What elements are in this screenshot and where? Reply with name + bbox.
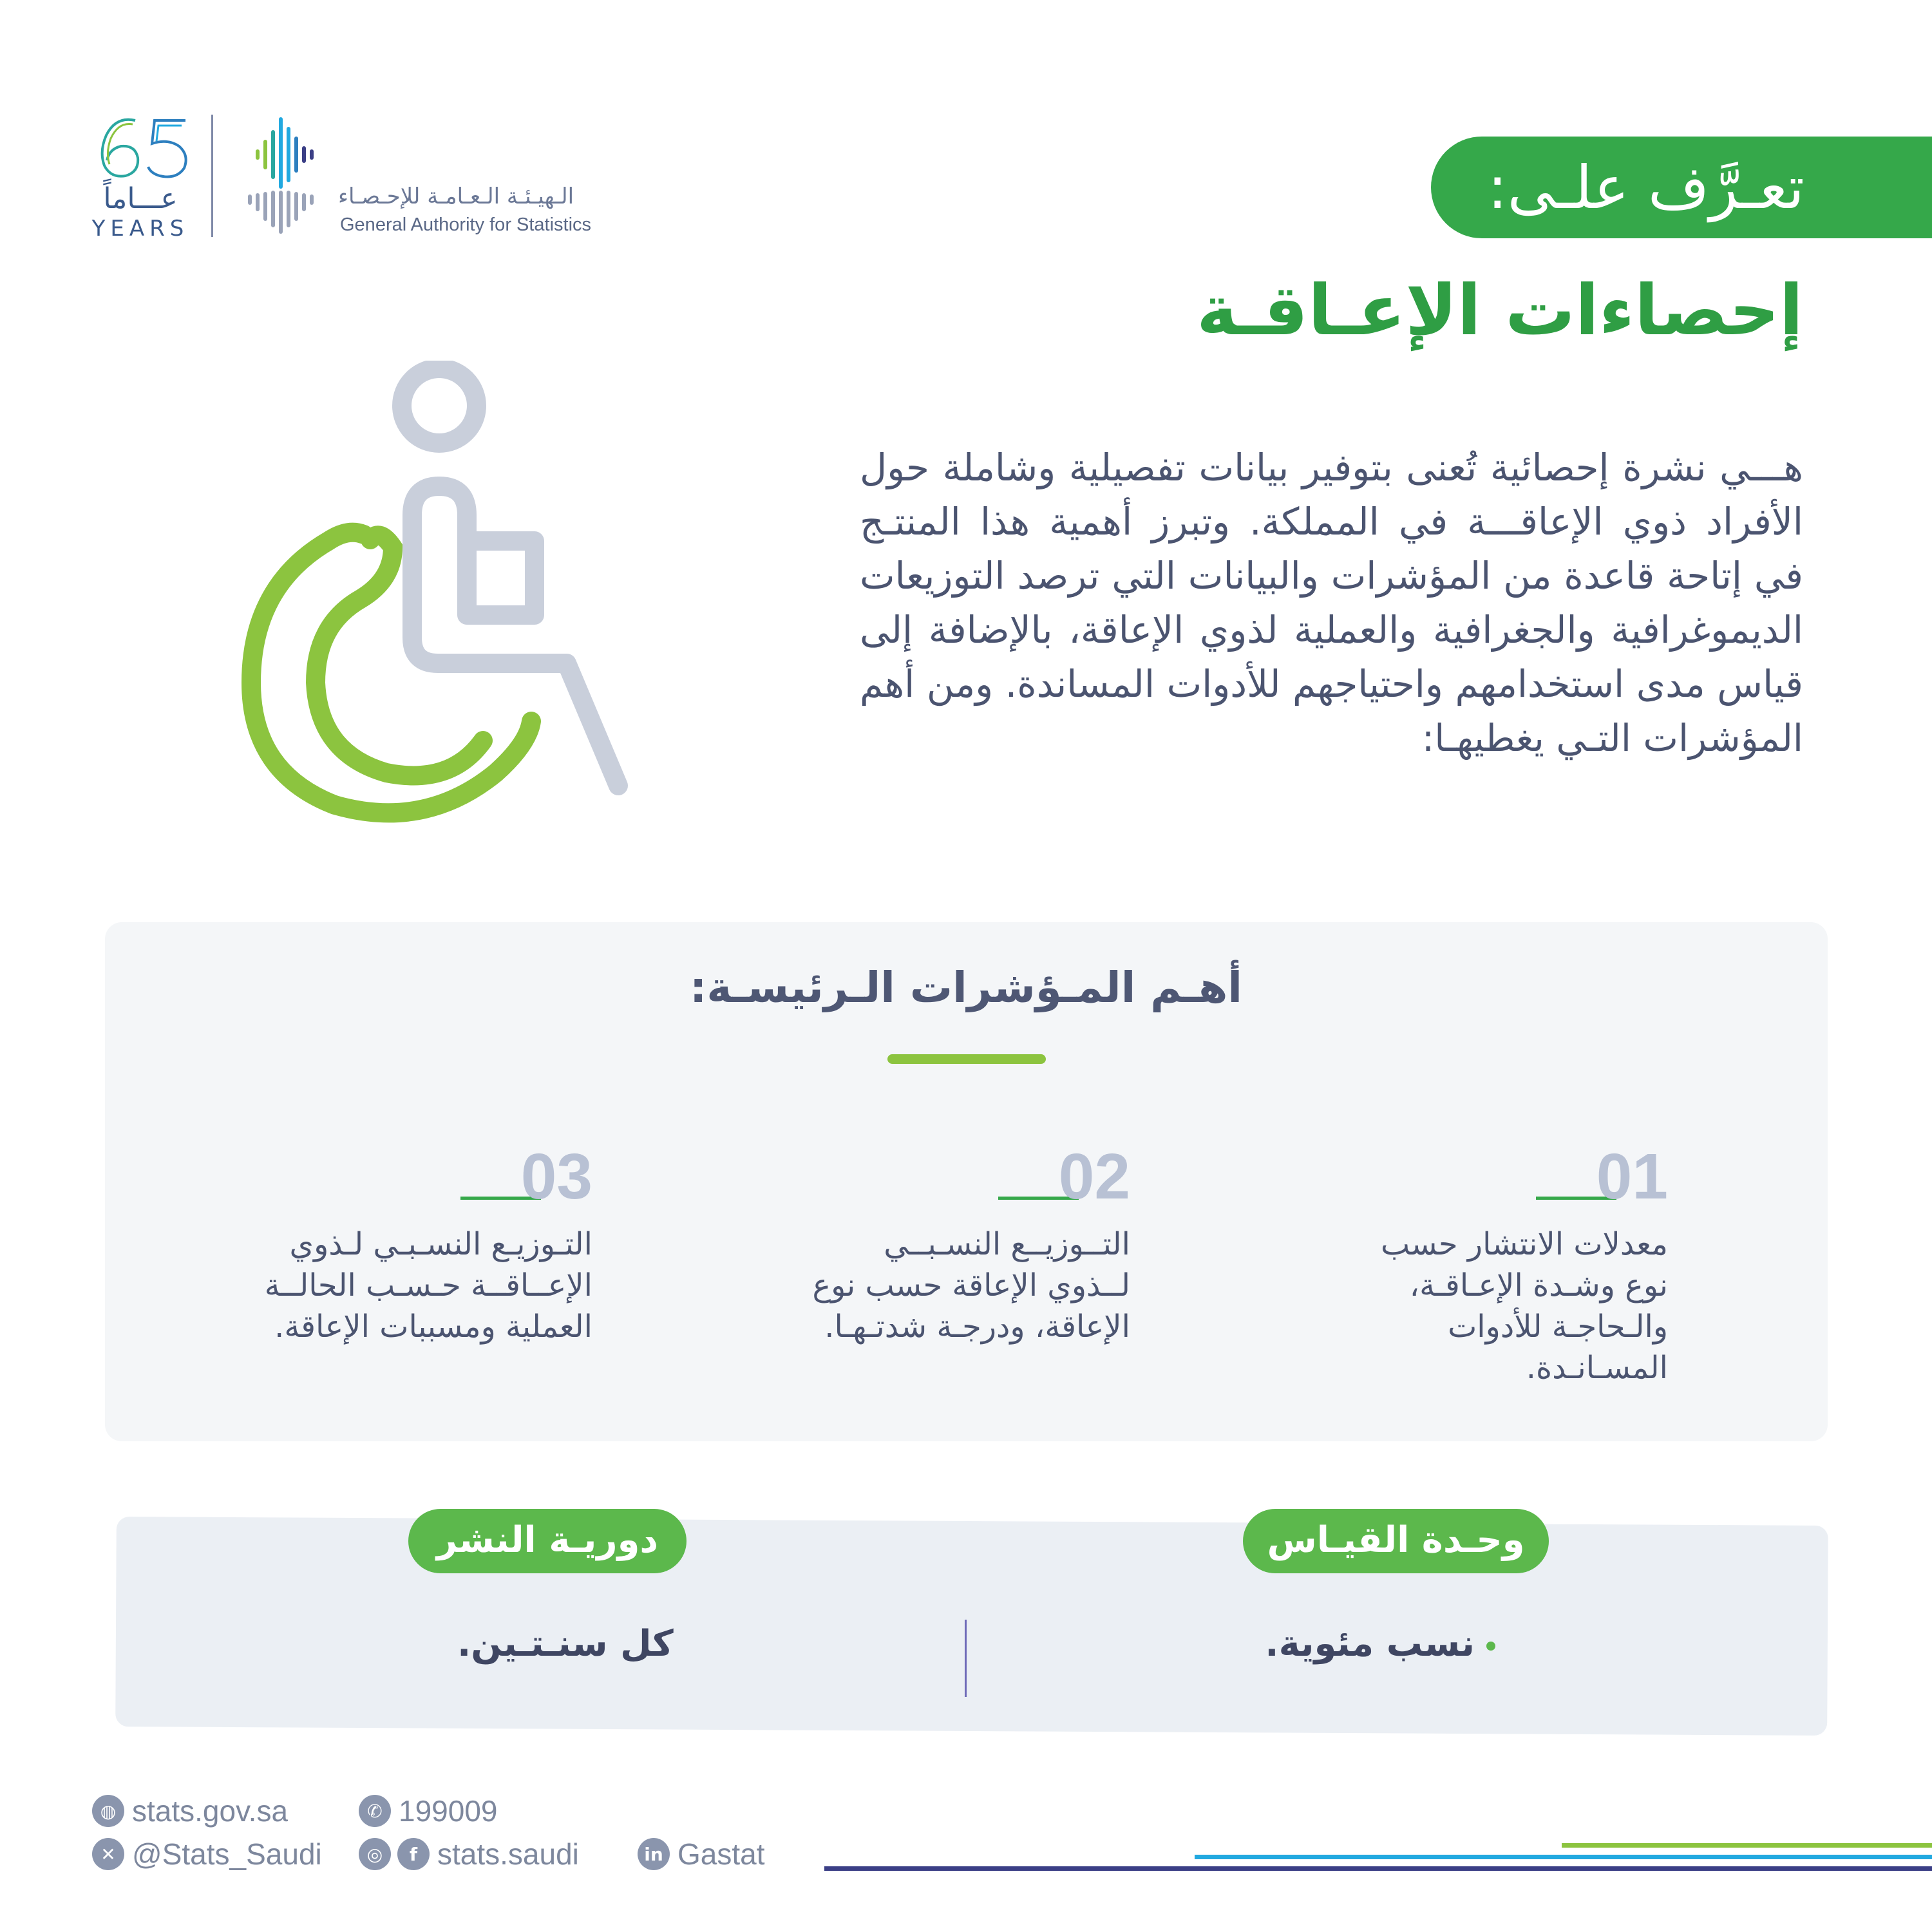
65-digits-icon	[90, 113, 193, 184]
intro-tag-pill	[1431, 137, 1932, 238]
footer-phone[interactable]	[359, 1794, 498, 1828]
info-band-divider	[965, 1620, 967, 1697]
footer-linkedin-label: Gastat	[677, 1837, 765, 1871]
phone-icon: ✆	[359, 1795, 391, 1827]
footer-website[interactable]	[92, 1794, 288, 1828]
indicator-item-01	[1333, 1140, 1668, 1386]
footer-twitter[interactable]	[92, 1837, 322, 1871]
indicators-heading-underline	[887, 1054, 1046, 1064]
unit-bullet	[1486, 1642, 1495, 1651]
indicator-number: 01	[1596, 1141, 1668, 1213]
anniversary-arabic-label: عـــاماً	[103, 182, 178, 215]
unit-label-pill: وحـدة القيـاس	[1243, 1509, 1549, 1573]
unit-value: نسب مئوية.	[1265, 1623, 1475, 1665]
footer-stripe-navy	[824, 1866, 1932, 1871]
instagram-icon: ◎	[359, 1838, 391, 1870]
frequency-value: كل سنـتـين.	[457, 1623, 674, 1665]
footer-stripe-green	[1562, 1843, 1932, 1848]
indicator-text: التـوزيـع النسـبـي لـذوي الإعــاقــة حـسـب الحالــة العملية ومسببات الإعاقة.	[264, 1226, 592, 1345]
footer-website-label: stats.gov.sa	[132, 1794, 289, 1828]
x-icon: ✕	[92, 1838, 124, 1870]
indicator-item-02	[795, 1140, 1130, 1352]
footer-linkedin[interactable]	[638, 1837, 765, 1871]
footer-phone-label: 199009	[399, 1794, 498, 1828]
indicator-number: 03	[520, 1141, 592, 1213]
intro-paragraph: هـــي نشرة إحصائية تُعنى بتوفير بيانات تفصيلية وشاملة حول الأفراد ذوي الإعاقـــة في المملكة. وتبرز أهمية هذا المنتـج في إتاحة قاعدة من المؤشرات والبيانات التي ترصد التوزيعات الديموغرافية والجغرافية والعملية لذوي الإعاقة، بالإضافة إلى قياس مدى استخدامهم واحتياجهم للأدوات المساندة. ومن أهم المؤشرات التـي يغطيهـا:	[860, 446, 1803, 760]
footer-social[interactable]	[359, 1837, 579, 1871]
logo-divider	[211, 115, 213, 237]
indicator-text: معدلات الانتشار حسب نوع وشـدة الإعـاقـة، والـحاجـة للأدوات المسـانـدة.	[1381, 1226, 1668, 1386]
indicator-item-03	[258, 1140, 592, 1352]
indicator-number: 02	[1058, 1141, 1130, 1213]
intro-tag-label: تعـرَّف علـى:	[1487, 153, 1804, 222]
linkedin-icon: in	[638, 1838, 670, 1870]
indicator-text: التــوزيــع النسـبــي لــذوي الإعاقة حسب نوع الإعاقة، ودرجـة شدتـهـا.	[812, 1226, 1130, 1345]
info-band	[115, 1517, 1828, 1736]
frequency-label-pill: دوريـة النشر	[408, 1509, 687, 1573]
footer-stripe-blue	[1195, 1855, 1932, 1859]
gastat-logo-icon	[238, 113, 328, 242]
anniversary-65-years-logo	[84, 113, 193, 242]
wheelchair-icon	[232, 361, 657, 850]
anniversary-years-label: YEARS	[91, 216, 189, 242]
org-name-arabic: الـهيـئـة الـعـامـة للإحـصـاء	[338, 184, 574, 209]
page-title: إحصاءات الإعـاقـة	[1197, 270, 1803, 351]
footer-social-label: stats.saudi	[437, 1837, 579, 1871]
org-name-english: General Authority for Statistics	[340, 214, 592, 235]
globe-icon: ◍	[92, 1795, 124, 1827]
facebook-icon: f	[397, 1838, 430, 1870]
indicators-heading: أهـم المـؤشرات الـرئيسـة:	[689, 963, 1243, 1012]
footer-twitter-label: @Stats_Saudi	[132, 1837, 322, 1871]
